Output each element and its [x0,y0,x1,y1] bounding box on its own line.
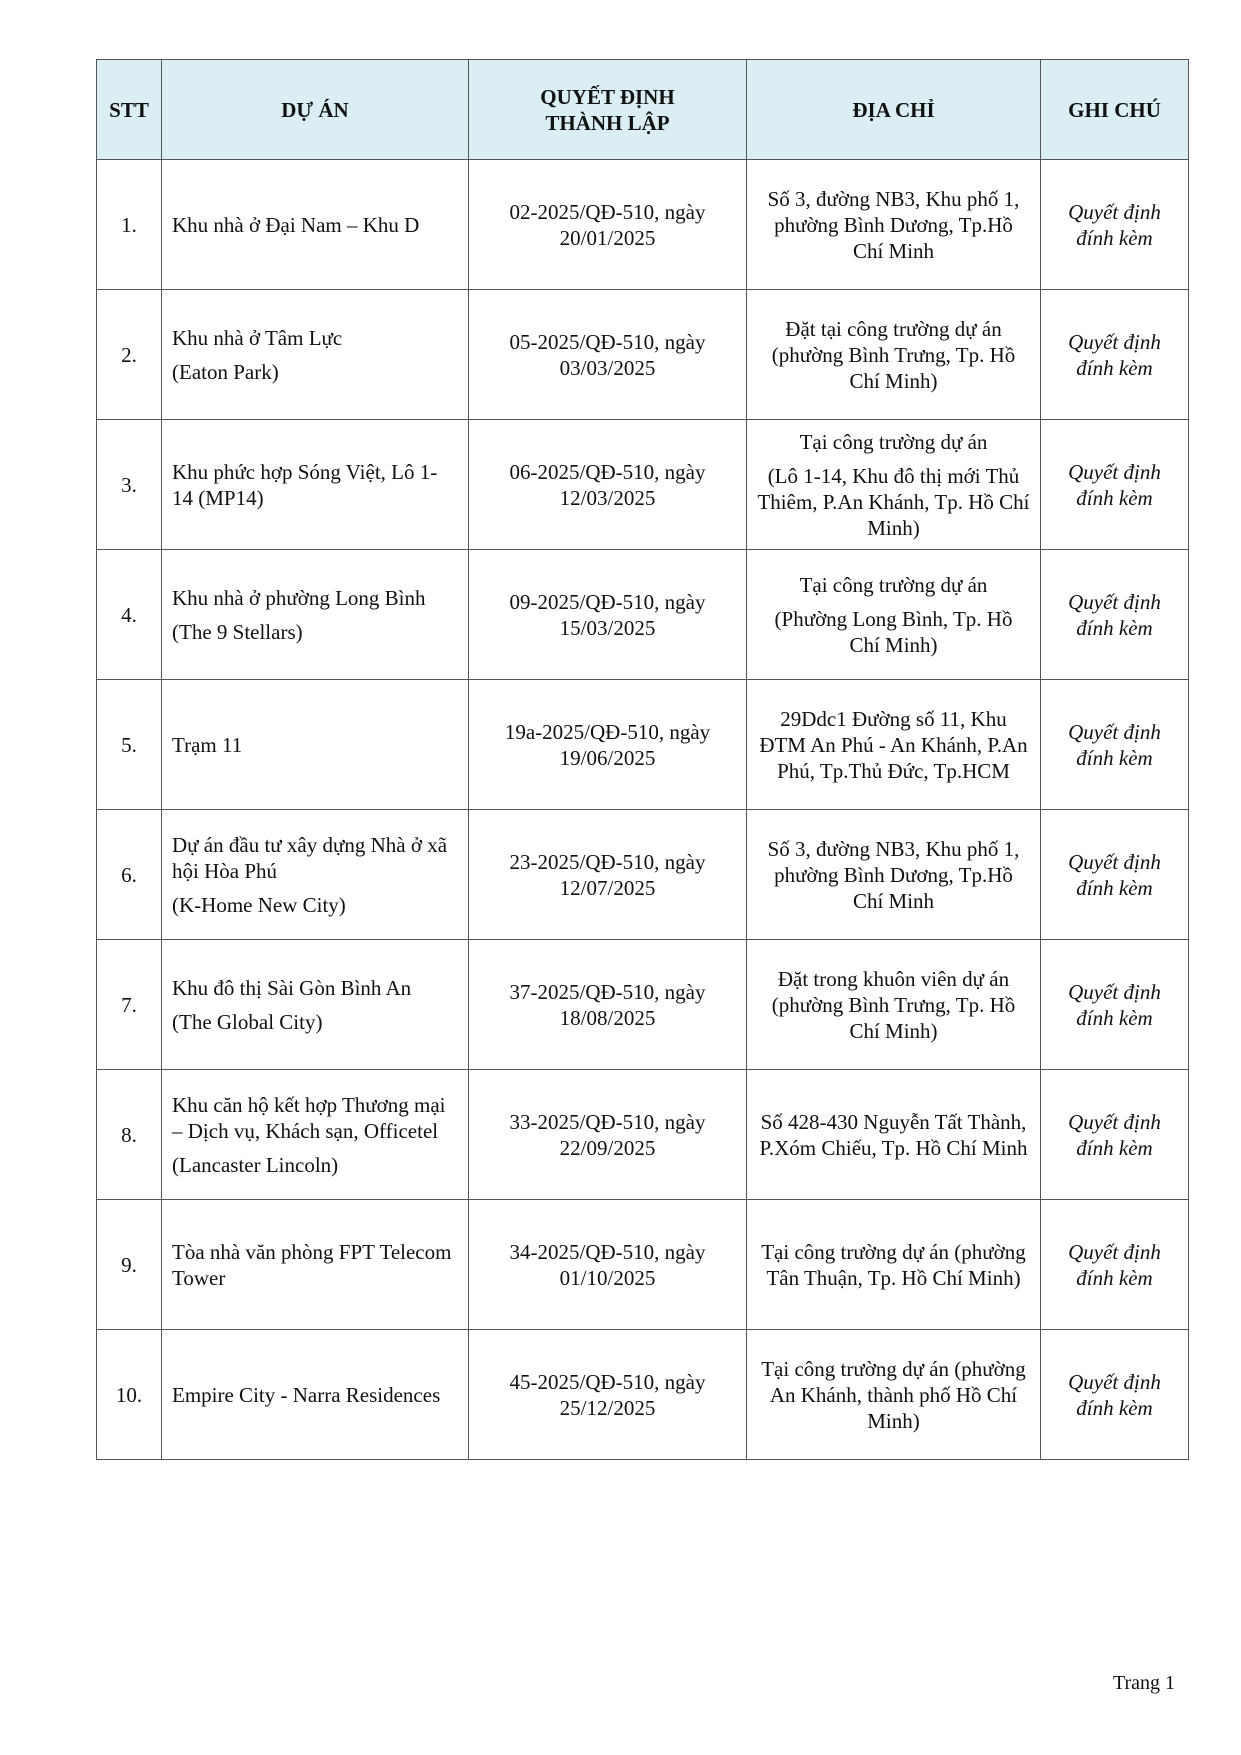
header-address: ĐỊA CHỈ [747,60,1041,160]
row-address [747,420,1041,550]
row-stt: 6. [97,810,162,940]
row-note-link[interactable]: Quyết định đính kèm [1041,1070,1189,1200]
row-stt: 9. [97,1200,162,1330]
row-stt: 10. [97,1330,162,1460]
table-header [97,60,1189,160]
header-project: DỰ ÁN [162,60,469,160]
row-project [162,290,469,420]
row-address [747,1200,1041,1330]
row-note-link[interactable]: Quyết định đính kèm [1041,680,1189,810]
table-row [97,1200,1189,1330]
row-project-name: Khu nhà ở phường Long Bình [172,585,426,610]
header-decision-line2: THÀNH LẬP [545,110,670,135]
row-project [162,160,469,290]
row-address [747,1070,1041,1200]
row-project-name: Empire City - Narra Residences [172,1382,441,1407]
row-project-subname: (Eaton Park) [172,359,279,384]
row-project-subname: (Lancaster Lincoln) [172,1152,339,1177]
row-stt: 5. [97,680,162,810]
row-address [747,680,1041,810]
header-row [97,60,1189,160]
table-row [97,940,1189,1070]
row-project [162,1070,469,1200]
table-row [97,1070,1189,1200]
row-address-text: Đặt trong khuôn viên dự án (phường Bình Trưng, Tp. Hồ Chí Minh) [771,966,1016,1043]
row-address [747,290,1041,420]
row-stt: 8. [97,1070,162,1200]
table-row [97,290,1189,420]
row-project-name: Dự án đầu tư xây dựng Nhà ở xã hội Hòa Phú [172,832,448,883]
row-project-subname: (K-Home New City) [172,892,346,917]
row-stt: 1. [97,160,162,290]
row-note-link[interactable]: Quyết định đính kèm [1041,420,1189,550]
table-row [97,550,1189,680]
row-address [747,940,1041,1070]
row-project [162,420,469,550]
projects-table [96,59,1189,1460]
page-number: Trang 1 [1112,1672,1175,1694]
table-row [97,160,1189,290]
row-address-text: Số 428-430 Nguyễn Tất Thành, P.Xóm Chiếu, Tp. Hồ Chí Minh [759,1109,1028,1160]
row-decision: 19a-2025/QĐ-510, ngày 19/06/2025 [469,680,747,810]
row-note-link[interactable]: Quyết định đính kèm [1041,940,1189,1070]
row-project-name: Khu căn hộ kết hợp Thương mại – Dịch vụ, Khách sạn, Officetel [172,1092,446,1143]
row-note-link[interactable]: Quyết định đính kèm [1041,290,1189,420]
row-decision: 33-2025/QĐ-510, ngày 22/09/2025 [469,1070,747,1200]
row-address-text: Số 3, đường NB3, Khu phố 1, phường Bình Dương, Tp.Hồ Chí Minh [767,836,1020,913]
row-project-name: Tòa nhà văn phòng FPT Telecom Tower [172,1239,452,1290]
row-decision: 34-2025/QĐ-510, ngày 01/10/2025 [469,1200,747,1330]
row-project-name: Khu nhà ở Tâm Lực [172,325,343,350]
row-address [747,550,1041,680]
row-decision: 09-2025/QĐ-510, ngày 15/03/2025 [469,550,747,680]
header-note: GHI CHÚ [1041,60,1189,160]
row-project [162,550,469,680]
row-project-name: Trạm 11 [172,732,243,757]
table-row [97,680,1189,810]
header-decision [469,60,747,160]
row-address [747,810,1041,940]
row-project-subname: (The Global City) [172,1009,323,1034]
row-stt: 3. [97,420,162,550]
header-stt: STT [97,60,162,160]
row-address-text: Tại công trường dự án [799,429,988,454]
row-project [162,680,469,810]
row-address-text: Tại công trường dự án (phường An Khánh, thành phố Hồ Chí Minh) [761,1356,1026,1433]
row-stt: 4. [97,550,162,680]
row-decision: 06-2025/QĐ-510, ngày 12/03/2025 [469,420,747,550]
row-stt: 7. [97,940,162,1070]
table-row [97,1330,1189,1460]
row-address-text: Số 3, đường NB3, Khu phố 1, phường Bình Dương, Tp.Hồ Chí Minh [767,186,1020,263]
row-decision: 37-2025/QĐ-510, ngày 18/08/2025 [469,940,747,1070]
table-row [97,420,1189,550]
row-address-text: Đặt tại công trường dự án (phường Bình Trưng, Tp. Hồ Chí Minh) [771,316,1016,393]
row-project [162,940,469,1070]
row-address-detail: (Phường Long Bình, Tp. Hồ Chí Minh) [774,606,1013,657]
row-project-subname: (The 9 Stellars) [172,619,303,644]
row-note-link[interactable]: Quyết định đính kèm [1041,1200,1189,1330]
row-decision: 02-2025/QĐ-510, ngày 20/01/2025 [469,160,747,290]
row-project [162,1330,469,1460]
table-row [97,810,1189,940]
row-project-name: Khu nhà ở Đại Nam – Khu D [172,212,420,237]
row-address [747,160,1041,290]
row-decision: 05-2025/QĐ-510, ngày 03/03/2025 [469,290,747,420]
header-decision-line1: QUYẾT ĐỊNH [540,84,675,109]
row-note-link[interactable]: Quyết định đính kèm [1041,810,1189,940]
row-note-link[interactable]: Quyết định đính kèm [1041,160,1189,290]
row-stt: 2. [97,290,162,420]
row-address [747,1330,1041,1460]
row-decision: 23-2025/QĐ-510, ngày 12/07/2025 [469,810,747,940]
row-address-text: 29Ddc1 Đường số 11, Khu ĐTM An Phú - An Khánh, P.An Phú, Tp.Thủ Đức, Tp.HCM [759,706,1028,783]
row-note-link[interactable]: Quyết định đính kèm [1041,1330,1189,1460]
row-note-link[interactable]: Quyết định đính kèm [1041,550,1189,680]
row-project [162,810,469,940]
row-project [162,1200,469,1330]
row-decision: 45-2025/QĐ-510, ngày 25/12/2025 [469,1330,747,1460]
row-address-text: Tại công trường dự án [799,572,988,597]
row-address-text: Tại công trường dự án (phường Tân Thuận, Tp. Hồ Chí Minh) [761,1239,1026,1290]
table-body [97,160,1189,1460]
row-project-name: Khu đô thị Sài Gòn Bình An [172,975,412,1000]
row-project-name: Khu phức hợp Sóng Việt, Lô 1-14 (MP14) [172,459,438,510]
row-address-detail: (Lô 1-14, Khu đô thị mới Thủ Thiêm, P.An Khánh, Tp. Hồ Chí Minh) [757,463,1030,540]
